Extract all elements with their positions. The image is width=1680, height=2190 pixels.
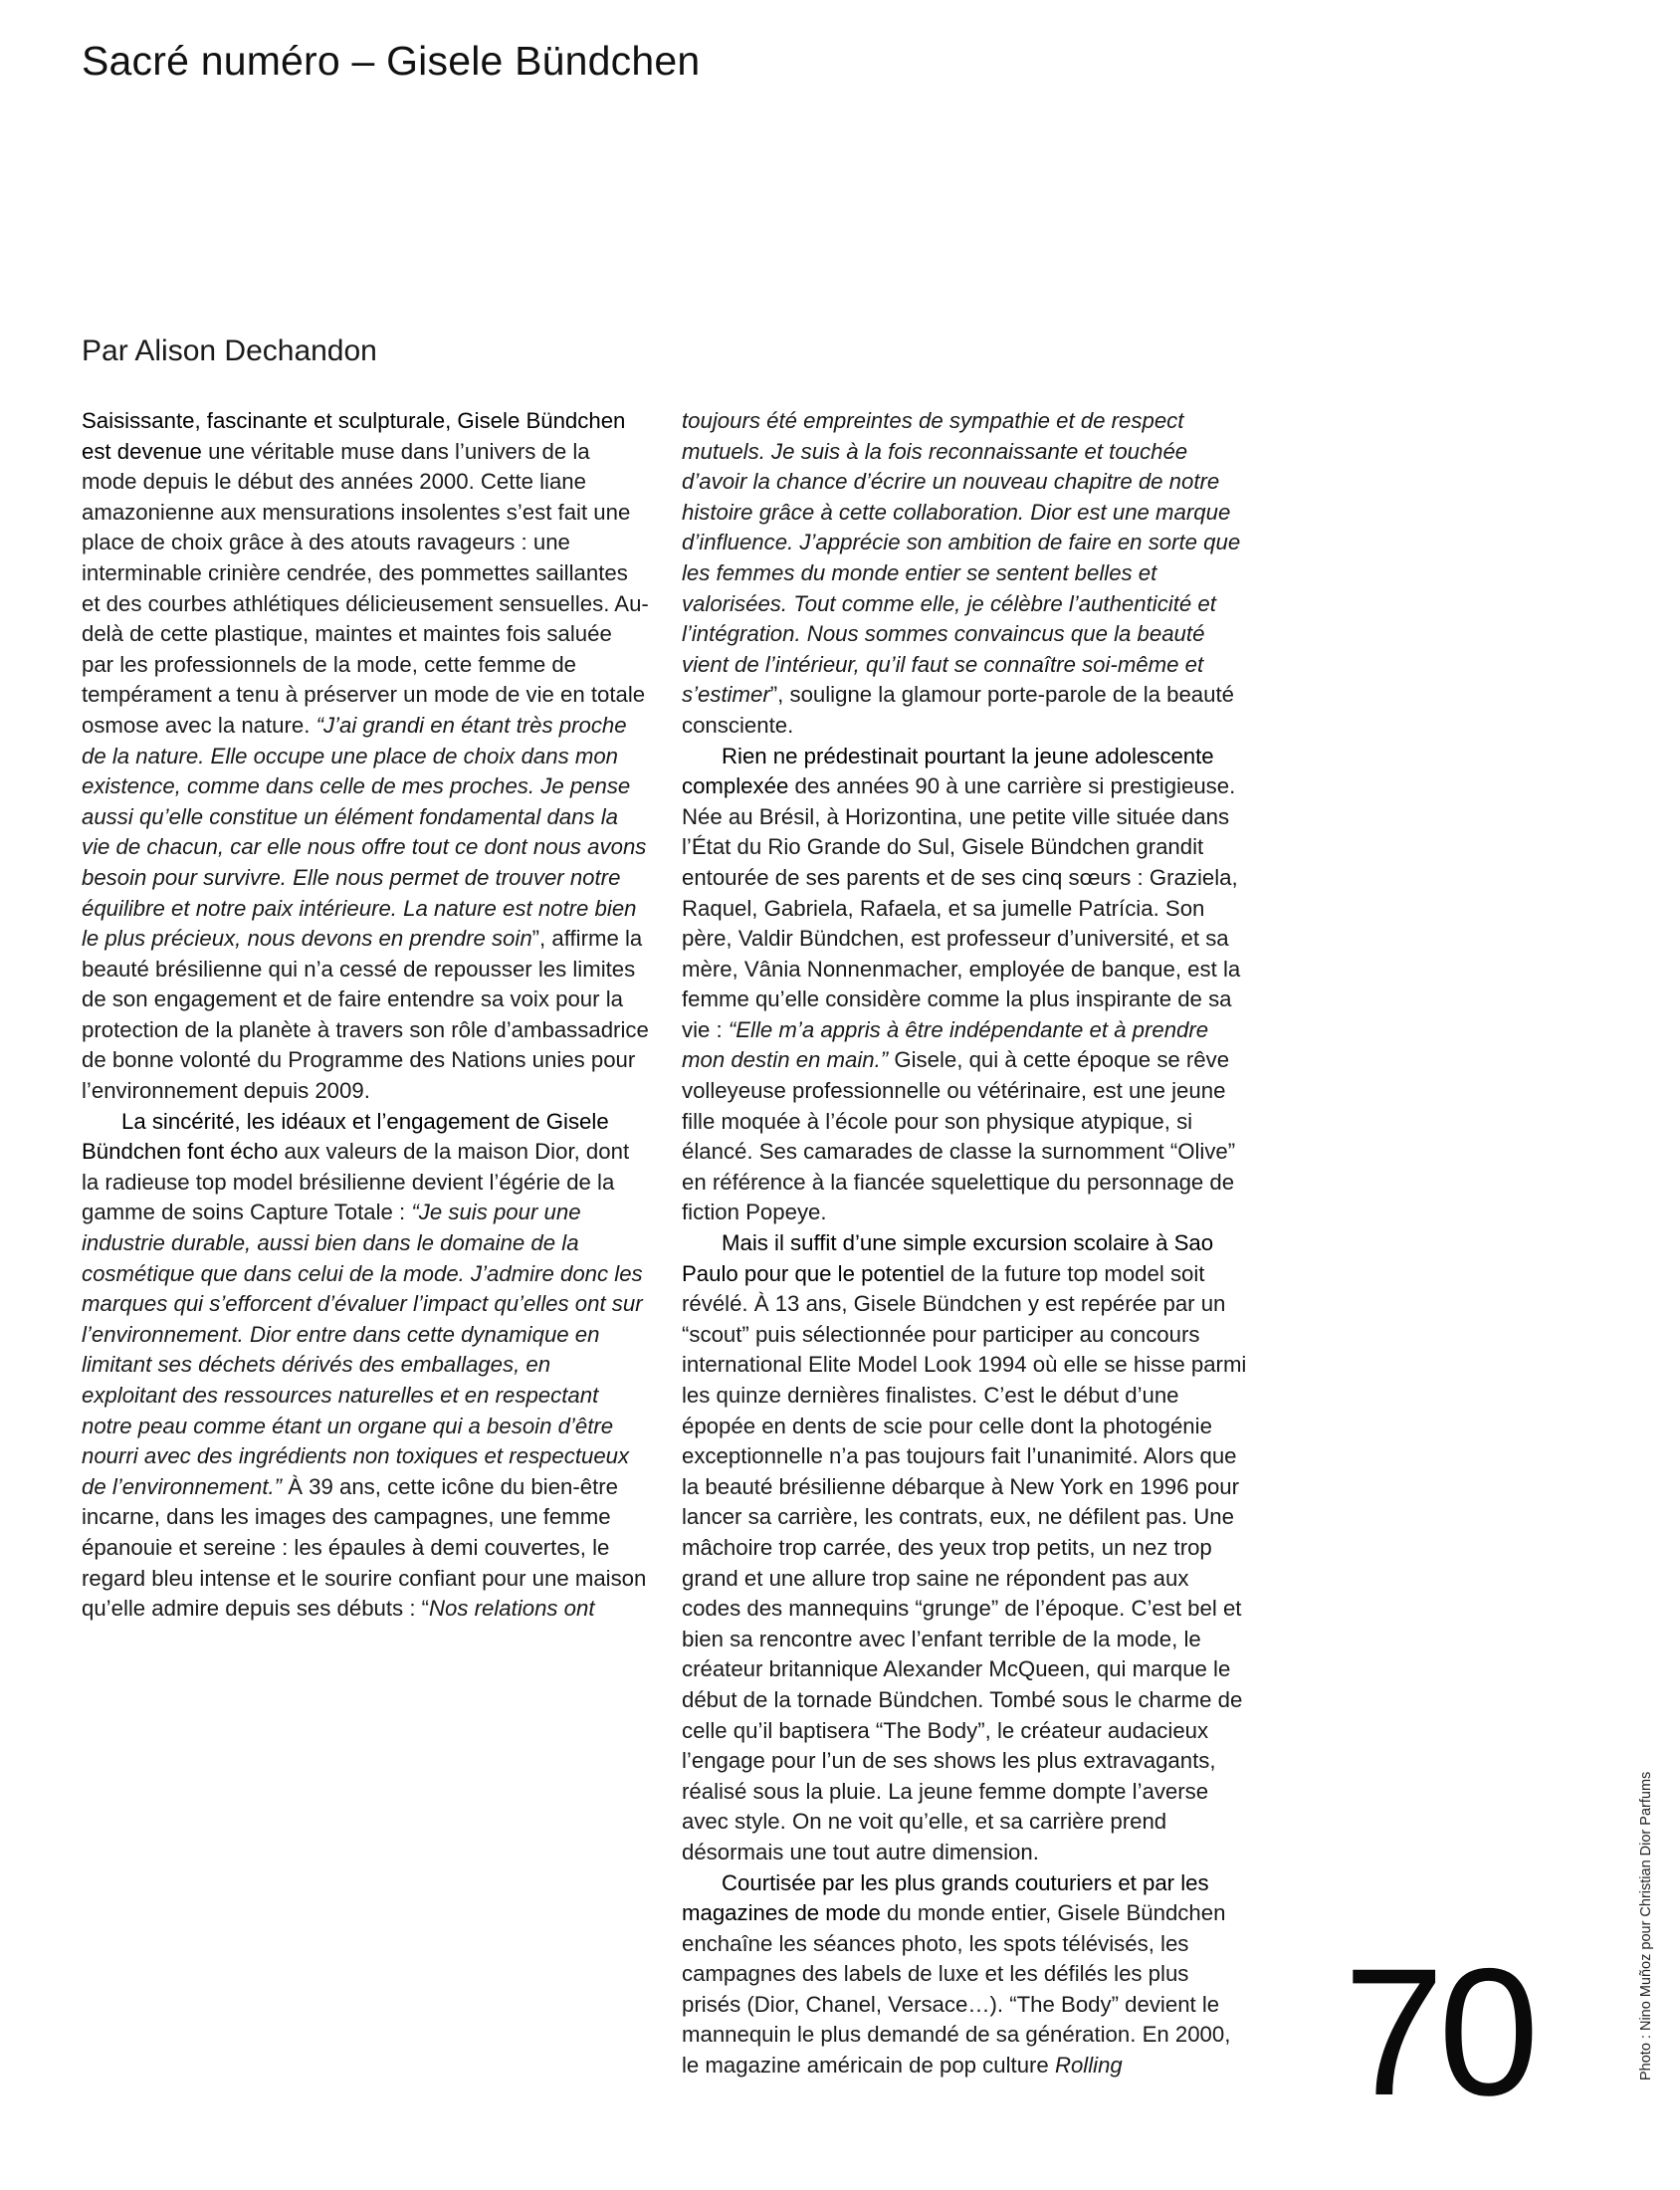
- quote: “J’ai grandi en étant très proche de la nature. Elle occupe une place de choix dans mon existence, comme dans celle de mes proches. Je pense aussi qu’elle constitue un élément fondamental dans la vie de chacun, car elle nous offre tout ce dont nous avons besoin pour survivre. Elle nous permet de trouver notre équilibre et notre paix intérieure. La nature est notre bien le plus précieux, nous devons en prendre soin: [82, 712, 647, 952]
- photo-credit: Photo : Nino Muñoz pour Christian Dior Parfums: [1638, 1771, 1654, 2080]
- paragraph-2: La sincérité, les idéaux et l’engagement de Gisele Bündchen font écho aux valeurs de la maison Dior, dont la radieuse top model brésilienne devient l’égérie de la gamme de soins Capture Totale : “Je suis pour une industrie durable, aussi bien dans le domaine de la cosmétique que dans celui de la mode. J’admire donc les marques qui s’efforcent d’évaluer l’impact qu’elles ont sur l’environnement. Dior entre dans cette dynamique en limitant ses déchets dérivés des emballages, en exploitant des ressources naturelles et en respectant notre peau comme étant un organe qui a besoin d’être nourri avec des ingrédients non toxiques et respectueux de l’environnement.” À 39 ans, cette icône du bien-être incarne, dans les images des campagnes, une femme épanouie et sereine : les épaules à demi couvertes, le regard bleu intense et le sourire confiant pour une maison qu’elle admire depuis ses débuts : “Nos relations ont: [82, 1108, 647, 1622]
- paragraph-lead: La sincérité, les idéaux et l’engagement de Gisele Bündchen font écho: [82, 1108, 609, 1165]
- paragraph-3: Rien ne prédestinait pourtant la jeune adolescente complexée des années 90 à une carrière si prestigieuse. Née au Brésil, à Horizontina, une petite ville située dans l’État du Rio Grande do Sul, Gisele Bündchen grandit entourée de ses parents et de ses cinq sœurs : Graziela, Raquel, Gabriela, Rafaela, et sa jumelle Patrícia. Son père, Valdir Bündchen, est professeur d’université, et sa mère, Vânia Nonnenmacher, employée de banque, est la femme qu’elle considère comme la plus inspirante de sa vie : “Elle m’a appris à être indépendante et à prendre mon destin en main.” Gisele, qui à cette époque se rêve volleyeuse professionnelle ou vétérinaire, est une jeune fille moquée à l’école pour son physique atypique, si élancé. Ses camarades de classe la surnomment “Olive” en référence à la fiancée squelettique du personnage de fiction Popeye.: [682, 743, 1241, 1225]
- paragraph-1: Saisissante, fascinante et sculpturale, Gisele Bündchen est devenue une véritable muse dans l’univers de la mode depuis le début des années 2000. Cette liane amazonienne aux mensurations insolentes s’est fait une place de choix grâce à des atouts ravageurs : une interminable crinière cendrée, des pommettes saillantes et des courbes athlétiques délicieusement sensuelles. Au-delà de cette plastique, maintes et maintes fois saluée par les professionnels de la mode, cette femme de tempérament a tenu à préserver un mode de vie en totale osmose avec la nature. “J’ai grandi en étant très proche de la nature. Elle occupe une place de choix dans mon existence, comme dans celle de mes proches. Je pense aussi qu’elle constitue un élément fondamental dans la vie de chacun, car elle nous offre tout ce dont nous avons besoin pour survivre. Elle nous permet de trouver notre équilibre et notre paix intérieure. La nature est notre bien le plus précieux, nous devons en prendre soin”, affirme la beauté brésilienne qui n’a cessé de repousser les limites de son engagement et de faire entendre sa voix pour la protection de la planète à travers son rôle d’ambassadrice de bonne volonté du Programme des Nations unies pour l’environnement depuis 2009.: [82, 408, 649, 1104]
- paragraph-5: Courtisée par les plus grands couturiers et par les magazines de mode du monde entier, Gisele Bündchen enchaîne les séances photo, les spots télévisés, les campagnes des labels de luxe et les défilés les plus prisés (Dior, Chanel, Versace…). “The Body” devient le mannequin le plus demandé de sa génération. En 2000, le magazine américain de pop culture Rolling: [682, 1869, 1231, 2079]
- paragraph-2-continued: toujours été empreintes de sympathie et de respect mutuels. Je suis à la fois reconnaissante et touchée d’avoir la chance d’écrire un nouveau chapitre de notre histoire grâce à cette collaboration. Dior est une marque d’influence. J’apprécie son ambition de faire en sorte que les femmes du monde entier se sentent belles et valorisées. Tout comme elle, je célèbre l’authenticité et l’intégration. Nous sommes convaincus que la beauté vient de l’intérieur, qu’il faut se connaître soi-même et s’estimer”, souligne la glamour porte-parole de la beauté consciente.: [682, 408, 1241, 738]
- paragraph-lead: Mais il suffit d’une simple excursion scolaire à Sao Paulo pour que le potentiel: [682, 1230, 1214, 1286]
- quote: “Je suis pour une industrie durable, aussi bien dans le domaine de la cosmétique que dans celui de la mode. J’admire donc les marques qui s’efforcent d’évaluer l’impact qu’elles ont sur l’environnement. Dior entre dans cette dynamique en limitant ses déchets dérivés des emballages, en exploitant des ressources naturelles et en respectant notre peau comme étant un organe qui a besoin d’être nourri avec des ingrédients non toxiques et respectueux de l’environnement.”: [82, 1200, 643, 1499]
- paragraph-lead: Saisissante, fascinante et sculpturale, Gisele Bündchen est devenue: [82, 408, 626, 464]
- page-number: 70: [1344, 1930, 1534, 2133]
- quote: “Elle m’a appris à être indépendante et à prendre mon destin en main.”: [682, 1016, 1209, 1073]
- paragraph-4: Mais il suffit d’une simple excursion scolaire à Sao Paulo pour que le potentiel de la future top model soit révélé. À 13 ans, Gisele Bündchen y est repérée par un “scout” puis sélectionnée pour participer au concours international Elite Model Look 1994 où elle se hisse parmi les quinze dernières finalistes. C’est le début d’une épopée en dents de scie pour celle dont la photogénie exceptionnelle n’a pas toujours fait l’unanimité. Alors que la beauté brésilienne débarque à New York en 1996 pour lancer sa carrière, les contrats, eux, ne défilent pas. Une mâchoire trop carrée, des yeux trop petits, un nez trop grand et une allure trop saine ne répondent pas aux codes des mannequins “grunge” de l’époque. C’est bel et bien sa rencontre avec l’enfant terrible de la mode, le créateur britannique Alexander McQueen, qui marque le début de la tornade Bündchen. Tombé sous le charme de celle qu’il baptisera “The Body”, le créateur audacieux l’engage pour l’un de ses shows les plus extravagants, réalisé sous la pluie. La jeune femme dompte l’averse avec style. On ne voit qu’elle, et sa carrière prend désormais une tout autre dimension.: [682, 1230, 1247, 1864]
- quote: Nos relations ont: [429, 1596, 595, 1622]
- paragraph-lead: Courtisée par les plus grands couturiers et par les magazines de mode: [682, 1869, 1209, 1926]
- text-column-2: [682, 406, 1249, 2081]
- article-byline: Par Alison Dechandon: [82, 334, 377, 367]
- paragraph-lead: Rien ne prédestinait pourtant la jeune adolescente complexée: [682, 743, 1214, 799]
- article-title: Sacré numéro – Gisele Bündchen: [82, 38, 701, 84]
- text-column-1: [82, 406, 649, 1625]
